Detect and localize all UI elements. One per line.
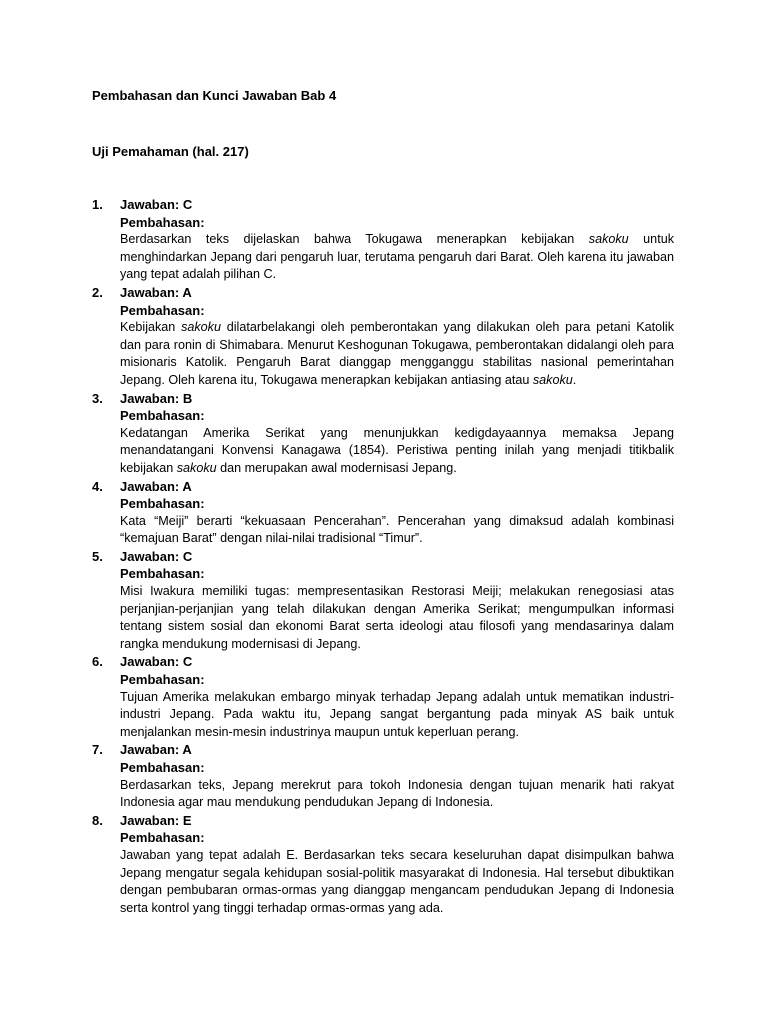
text-segment: dan merupakan awal modernisasi Jepang. xyxy=(216,460,457,475)
answer-number: 2. xyxy=(92,284,103,300)
explanation-text xyxy=(120,847,674,917)
explanation-text xyxy=(120,777,674,812)
text-segment: . xyxy=(572,372,577,387)
answer-key: Jawaban: C xyxy=(120,654,193,670)
text-segment: Tujuan Amerika melakukan embargo minyak terhadap Jepang adalah untuk mematikan industri-industri Jepang. Pada waktu itu, Jepang sangat bergantung pada minyak AS baik untuk menjalankan mesin-mesin industrinya maupun untuk keperluan perang. xyxy=(120,689,674,739)
answer-item xyxy=(92,478,674,548)
explanation-label: Pembahasan: xyxy=(120,566,205,582)
italic-term: sakoku xyxy=(176,460,217,475)
text-segment: Berdasarkan teks dijelaskan bahwa Tokugawa menerapkan kebijakan xyxy=(120,232,589,247)
explanation-text xyxy=(120,513,674,548)
text-segment: Jawaban yang tepat adalah E. Berdasarkan teks secara keseluruhan dapat disimpulkan bahwa Jepang mengatur segala kehidupan sosial-politik masyarakat di Indonesia. Hal tersebut dibuktikan dengan pembubaran ormas-ormas yang dianggap mengancam pendudukan Jepang di Indonesia serta kontrol yang tinggi terhadap ormas-ormas yang ada. xyxy=(120,847,674,915)
answer-item xyxy=(92,812,674,918)
answer-key: Jawaban: B xyxy=(120,390,193,406)
text-segment: untuk menghindarkan Jepang dari pengaruh luar, terutama pengaruh dari Barat. Oleh karena itu jawaban yang tepat adalah pilihan C. xyxy=(120,232,674,282)
answer-item xyxy=(92,653,674,741)
answer-item xyxy=(92,284,674,390)
explanation-text xyxy=(120,583,674,653)
answer-key: Jawaban: C xyxy=(120,548,193,564)
explanation-text xyxy=(120,231,674,284)
answer-key: Jawaban: C xyxy=(120,197,193,212)
explanation-label: Pembahasan: xyxy=(120,760,205,775)
explanation-label: Pembahasan: xyxy=(120,214,205,230)
answer-number: 3. xyxy=(92,390,103,406)
answer-number: 8. xyxy=(92,812,103,828)
answer-key: Jawaban: A xyxy=(120,742,192,758)
explanation-label: Pembahasan: xyxy=(120,496,205,512)
answer-number: 7. xyxy=(92,742,103,758)
explanation-text xyxy=(120,689,674,742)
answer-number: 5. xyxy=(92,548,103,564)
explanation-label: Pembahasan: xyxy=(120,408,205,424)
answer-number: 1. xyxy=(92,197,103,212)
answer-number: 6. xyxy=(92,654,103,670)
italic-term: sakoku xyxy=(588,232,629,247)
explanation-label: Pembahasan: xyxy=(120,672,205,688)
answer-list xyxy=(92,196,674,917)
text-segment: Kata “Meiji” berarti “kekuasaan Pencerahan”. Pencerahan yang dimaksud adalah kombinasi “kemajuan Barat” dengan nilai-nilai tradisional “Timur”. xyxy=(120,513,674,546)
answer-key: Jawaban: A xyxy=(120,478,192,494)
section-heading: Uji Pemahaman (hal. 217) xyxy=(92,144,249,159)
text-segment: Berdasarkan teks, Jepang merekrut para tokoh Indonesia dengan tujuan menarik hati rakyat Indonesia agar mau mendukung pendudukan Jepang di Indonesia. xyxy=(120,777,674,810)
explanation-text xyxy=(120,319,674,389)
italic-term: sakoku xyxy=(532,372,573,387)
italic-term: sakoku xyxy=(181,320,221,335)
document-title: Pembahasan dan Kunci Jawaban Bab 4 xyxy=(92,88,337,103)
explanation-label: Pembahasan: xyxy=(120,302,205,318)
answer-number: 4. xyxy=(92,478,103,494)
answer-key: Jawaban: E xyxy=(120,812,192,828)
text-segment: dilatarbelakangi oleh pemberontakan yang dilakukan oleh para petani Katolik dan para ronin di Shimabara. Menurut Keshogunan Tokugawa, pemberontakan didalangi oleh para misionaris Katolik. Pengaruh Barat dianggap mengganggu stabilitas nasional pemerintahan Jepang. Oleh karena itu, Tokugawa menerapkan kebijakan antiasing atau xyxy=(120,320,675,387)
answer-item xyxy=(92,741,674,811)
answer-item xyxy=(92,196,674,284)
explanation-label: Pembahasan: xyxy=(120,830,205,846)
answer-key: Jawaban: A xyxy=(120,284,192,300)
answer-item xyxy=(92,548,674,654)
text-segment: Kedatangan Amerika Serikat yang menunjukkan kedigdayaannya memaksa Jepang menandatangani Konvensi Kanagawa (1854). Peristiwa penting inilah yang menjadi titikbalik kebijakan xyxy=(120,425,674,475)
explanation-text xyxy=(120,425,674,478)
answer-item xyxy=(92,390,674,478)
text-segment: Misi Iwakura memiliki tugas: mempresentasikan Restorasi Meiji; melakukan renegosiasi atas perjanjian-perjanjian yang telah dilakukan dengan Amerika Serikat; mengumpulkan informasi tentang sistem sosial dan ekonomi Barat serta ideologi atau filosofi yang mendasarinya dalam rangka mendukung modernisasi di Jepang. xyxy=(120,584,674,651)
text-segment: Kebijakan xyxy=(120,320,182,335)
